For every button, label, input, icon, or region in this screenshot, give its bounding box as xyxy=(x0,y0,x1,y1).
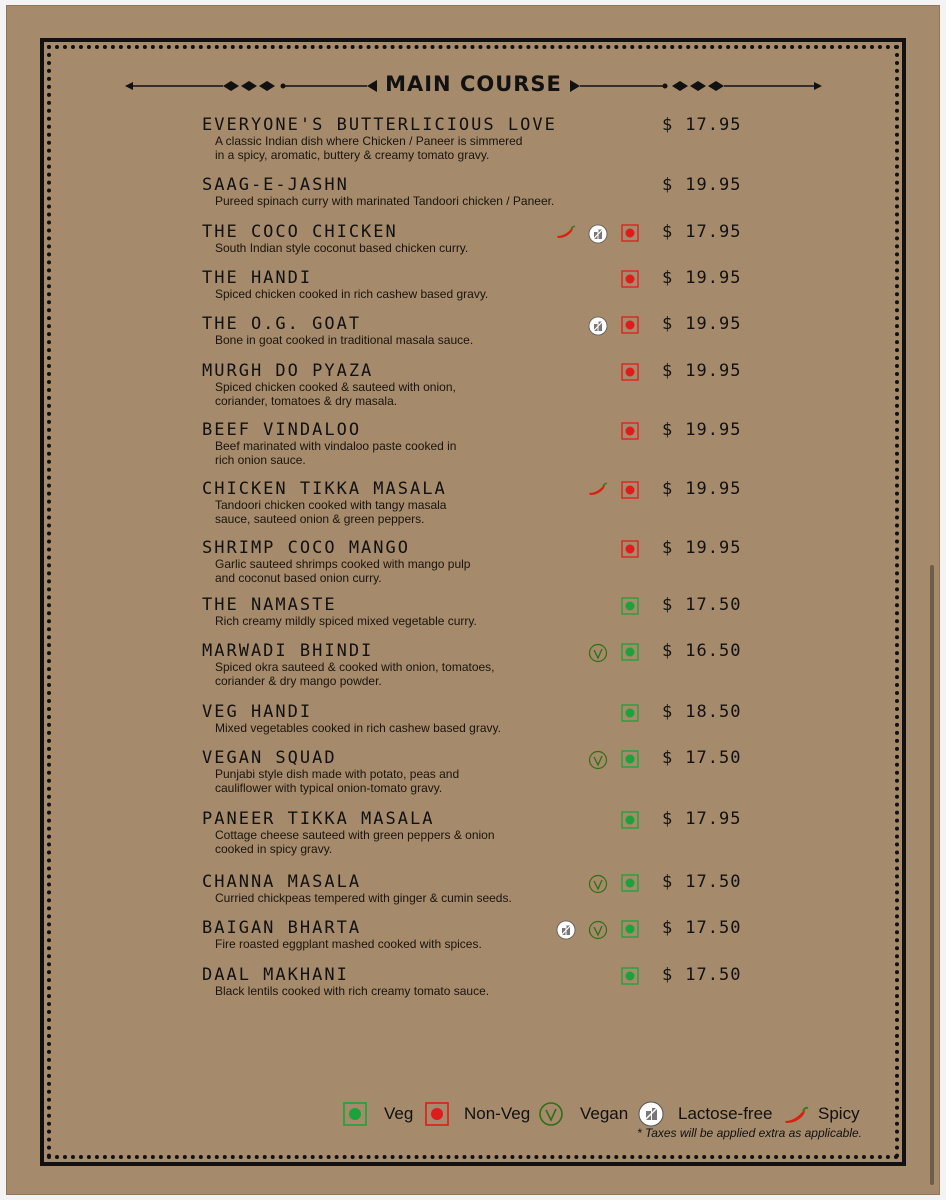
menu-item xyxy=(0,361,946,411)
menu-item-description: Curried chickpeas tempered with ginger & cumin seeds. xyxy=(215,891,512,905)
menu-item-description: Garlic sauteed shrimps cooked with mango pulp and coconut based onion curry. xyxy=(215,557,471,585)
currency-symbol: $ xyxy=(662,268,674,288)
vegan-icon xyxy=(588,643,608,663)
menu-item xyxy=(0,268,946,318)
price-amount: 19.95 xyxy=(685,361,742,381)
menu-item-price xyxy=(662,965,741,985)
menu-item-name: THE HANDI xyxy=(202,268,313,288)
price-amount: 17.95 xyxy=(685,115,742,135)
menu-item xyxy=(0,702,946,752)
menu-item-price xyxy=(662,222,741,242)
menu-item-description: Tandoori chicken cooked with tangy masala sauce, sauteed onion & green peppers. xyxy=(215,498,447,526)
price-amount: 19.95 xyxy=(685,268,742,288)
menu-item-name: SAAG-E-JASHN xyxy=(202,175,349,195)
veg-icon xyxy=(621,874,641,894)
legend-veg-label: Veg xyxy=(384,1104,414,1123)
menu-item-description: Beef marinated with vindaloo paste cooked in rich onion sauce. xyxy=(215,439,457,467)
menu-item-name: CHANNA MASALA xyxy=(202,872,362,892)
menu-item-price xyxy=(662,595,741,615)
menu-item xyxy=(0,420,946,470)
menu-item-name: SHRIMP COCO MANGO xyxy=(202,538,410,558)
currency-symbol: $ xyxy=(662,872,674,892)
menu-item-name: BAIGAN BHARTA xyxy=(202,918,362,938)
veg-icon xyxy=(621,967,641,987)
veg-icon xyxy=(343,1102,367,1126)
price-amount: 17.50 xyxy=(685,965,742,985)
non-veg-icon xyxy=(621,270,641,290)
menu-item-price xyxy=(662,479,741,499)
vegan-icon xyxy=(588,750,608,770)
menu-item xyxy=(0,479,946,529)
non-veg-icon xyxy=(621,363,641,383)
veg-icon xyxy=(621,643,641,663)
menu-item-price xyxy=(662,809,741,829)
currency-symbol: $ xyxy=(662,809,674,829)
lactose-free-icon xyxy=(588,316,608,336)
menu-item-description: Cottage cheese sauteed with green peppers & onion cooked in spicy gravy. xyxy=(215,828,495,856)
tax-note: * Taxes will be applied extra as applicable. xyxy=(636,1126,862,1140)
currency-symbol: $ xyxy=(662,538,674,558)
currency-symbol: $ xyxy=(662,361,674,381)
menu-item-name: CHICKEN TIKKA MASALA xyxy=(202,479,447,499)
spicy-icon xyxy=(783,1105,809,1125)
menu-item xyxy=(0,872,946,922)
lactose-free-icon xyxy=(638,1101,664,1127)
price-amount: 19.95 xyxy=(685,420,742,440)
menu-item-name: EVERYONE'S BUTTERLICIOUS LOVE xyxy=(202,115,557,135)
menu-item-name: THE O.G. GOAT xyxy=(202,314,362,334)
spicy-icon xyxy=(556,224,576,244)
menu-item-description: Black lentils cooked with rich creamy tomato sauce. xyxy=(215,984,490,998)
menu-item xyxy=(0,538,946,588)
menu-item-price xyxy=(662,641,741,661)
veg-icon xyxy=(621,597,641,617)
non-veg-icon xyxy=(621,316,641,336)
currency-symbol: $ xyxy=(662,748,674,768)
currency-symbol: $ xyxy=(662,702,674,722)
menu-item-description: Bone in goat cooked in traditional masala sauce. xyxy=(215,333,474,347)
menu-item-price xyxy=(662,115,741,135)
menu-item-price xyxy=(662,918,741,938)
vegan-icon xyxy=(538,1101,564,1127)
menu-item-price xyxy=(662,361,741,381)
menu-item-description: Punjabi style dish made with potato, peas and cauliflower with typical onion-tomato gravy. xyxy=(215,767,460,795)
currency-symbol: $ xyxy=(662,420,674,440)
menu-item-description: Spiced chicken cooked & sauteed with onion, coriander, tomatoes & dry masala. xyxy=(215,380,456,408)
menu-item-description: Spiced okra sauteed & cooked with onion, tomatoes, coriander & dry mango powder. xyxy=(215,660,495,688)
menu-item-price xyxy=(662,420,741,440)
legend-lactose-free-label: Lactose-free xyxy=(678,1104,773,1123)
menu-item-name: DAAL MAKHANI xyxy=(202,965,349,985)
spicy-icon xyxy=(588,481,608,501)
menu-item-name: THE NAMASTE xyxy=(202,595,337,615)
price-amount: 19.95 xyxy=(685,479,742,499)
veg-icon xyxy=(621,920,641,940)
menu-item xyxy=(0,641,946,691)
non-veg-icon xyxy=(425,1102,449,1126)
menu-item xyxy=(0,809,946,859)
menu-item-name: BEEF VINDALOO xyxy=(202,420,362,440)
menu-item-description: Mixed vegetables cooked in rich cashew based gravy. xyxy=(215,721,501,735)
veg-icon xyxy=(621,750,641,770)
currency-symbol: $ xyxy=(662,314,674,334)
legend-spicy-label: Spicy xyxy=(818,1104,860,1123)
section-header xyxy=(125,70,822,100)
menu-item-price xyxy=(662,872,741,892)
currency-symbol: $ xyxy=(662,965,674,985)
menu-item-description: A classic Indian dish where Chicken / Paneer is simmered in a spicy, aromatic, buttery & creamy tomato gravy. xyxy=(215,134,523,162)
menu-item xyxy=(0,965,946,1015)
menu-item-description: Pureed spinach curry with marinated Tandoori chicken / Paneer. xyxy=(215,194,555,208)
price-amount: 17.50 xyxy=(685,872,742,892)
menu-item-price xyxy=(662,175,741,195)
menu-item xyxy=(0,748,946,798)
non-veg-icon xyxy=(621,224,641,244)
currency-symbol: $ xyxy=(662,918,674,938)
currency-symbol: $ xyxy=(662,641,674,661)
lactose-free-icon xyxy=(556,920,576,940)
menu-item xyxy=(0,175,946,225)
menu-item-description: Rich creamy mildly spiced mixed vegetable curry. xyxy=(215,614,477,628)
menu-item-price xyxy=(662,314,741,334)
section-title: MAIN COURSE xyxy=(385,72,562,96)
price-amount: 17.50 xyxy=(685,918,742,938)
price-amount: 19.95 xyxy=(685,314,742,334)
menu-item-name: VEGAN SQUAD xyxy=(202,748,337,768)
menu-item xyxy=(0,115,946,165)
vegan-icon xyxy=(588,874,608,894)
menu-item-name: VEG HANDI xyxy=(202,702,313,722)
price-amount: 18.50 xyxy=(685,702,742,722)
non-veg-icon xyxy=(621,481,641,501)
menu-item xyxy=(0,222,946,272)
menu-item xyxy=(0,314,946,364)
veg-icon xyxy=(621,704,641,724)
menu-item-name: THE COCO CHICKEN xyxy=(202,222,398,242)
price-amount: 17.95 xyxy=(685,809,742,829)
menu-item-name: MURGH DO PYAZA xyxy=(202,361,374,381)
lactose-free-icon xyxy=(588,224,608,244)
price-amount: 17.50 xyxy=(685,748,742,768)
legend-vegan-label: Vegan xyxy=(580,1104,629,1123)
currency-symbol: $ xyxy=(662,479,674,499)
veg-icon xyxy=(621,811,641,831)
legend-non-veg-label: Non-Veg xyxy=(464,1104,531,1123)
menu-item-price xyxy=(662,702,741,722)
menu-item-price xyxy=(662,748,741,768)
menu-item xyxy=(0,595,946,645)
menu-item-price xyxy=(662,268,741,288)
vegan-icon xyxy=(588,920,608,940)
price-amount: 19.95 xyxy=(685,175,742,195)
currency-symbol: $ xyxy=(662,175,674,195)
price-amount: 17.50 xyxy=(685,595,742,615)
price-amount: 17.95 xyxy=(685,222,742,242)
non-veg-icon xyxy=(621,540,641,560)
non-veg-icon xyxy=(621,422,641,442)
menu-item-name: PANEER TIKKA MASALA xyxy=(202,809,435,829)
price-amount: 16.50 xyxy=(685,641,742,661)
menu-item-price xyxy=(662,538,741,558)
menu-item xyxy=(0,918,946,968)
price-amount: 19.95 xyxy=(685,538,742,558)
menu-item-name: MARWADI BHINDI xyxy=(202,641,374,661)
menu-item-description: South Indian style coconut based chicken curry. xyxy=(215,241,469,255)
currency-symbol: $ xyxy=(662,222,674,242)
menu-item-description: Fire roasted eggplant mashed cooked with spices. xyxy=(215,937,482,951)
menu-item-description: Spiced chicken cooked in rich cashew based gravy. xyxy=(215,287,489,301)
currency-symbol: $ xyxy=(662,595,674,615)
currency-symbol: $ xyxy=(662,115,674,135)
